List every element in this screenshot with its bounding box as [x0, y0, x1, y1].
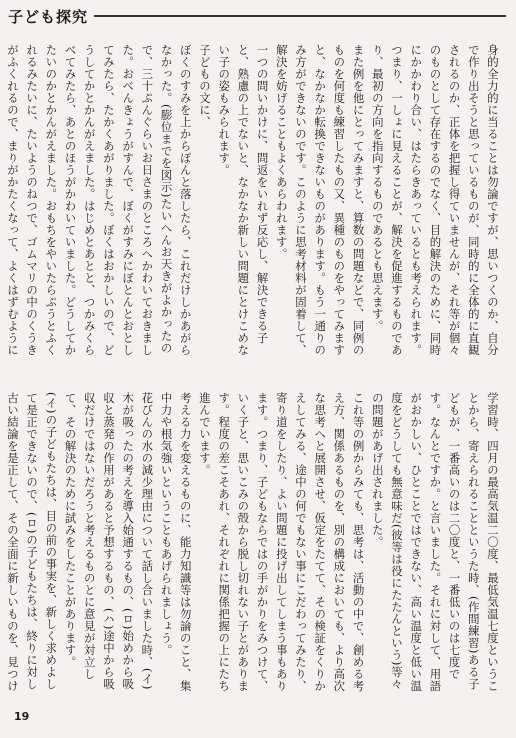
paragraph: 学習時、四月の最高気温二〇度、最低気温七度ということから、寄えられることというた時、(作間練習)ある子どもが、一番高いのは二〇度と、一番低いのは七度です。なんとですか。と言いました。それに対して、用語がおかしい、ひとことではできない、高い温度と低い温度をどうしても無意味だ(彼等は役にたたんという)等々の問題があげ出されました。 [370, 392, 500, 692]
bottom-text-section [5, 392, 502, 700]
paragraph: また例を他にとってみますと、算数の問題などで、同例のものを何度も練習したもの又、異種のものをやってみますと、なかなか転換できないものがあります。もう一通りのみ方ができないのです。このように思考材料が固着して、解決を妨げることもよくあらわれます。 [274, 44, 366, 356]
page-number: 19 [14, 710, 30, 723]
paragraph: (イ)の子どもたちは、目の前の事実を、新しく求めよして是正できないので、(ロ)の子どもたちは、終りに対し古い結論を是正して、その全面に新しいものを、見つけ [5, 392, 59, 692]
paragraph: ぼくのすみを上からぽんと落したら、これだけしかあがらなかった。(膨位までを図示)たいへんお天きがよかったので、三十ぷんぐらいお日さまのところへかわいておきました。おべんきょうがすんで、ぼくがすみにぼとんとおとしてみたら、たかくあがりました。ぼくはおかしいので、どうしてかとかんがえました。はじめとあとと、つかみくらべてみたら、あとのほうがかわいていました。どうしてかたいのかとかんがえました。おもちをやいたらぷうとふくれるみたいに、たいようのねつで、ゴムマリの中のくうきがふくれるので、まりがかたくなって、よくはずむように [5, 44, 193, 356]
paragraph: 花びんの水の減少理由について話し合いました時、(イ)木が吸ったの考えを導入始通するもの、(ロ)始めから吸収と蒸発の作用があると予想するもの、(ハ)途中から吸収だけではないだろうと考えるものとに意見が対立して、その解決のために試みをしたことがあります。 [63, 392, 155, 691]
paragraph: 身的全力的に当ることは勿論ですが、思いつくのか、自分で作り出そうと思っているものが、同時的に全体的に直観されるのか、正体を把握し得ていませんが、それ等が個々のものとして存在するのでなく、目的解決のために、同時にかかわり合い、はたらきあっているとも考えられます。つまり、一しょに見えることが、解決を促進するものであり、最初の方向を指向するものであるとも思えます。 [370, 44, 500, 356]
top-text-section [5, 44, 502, 362]
paragraph: 一つの問いかけに、問返をいれず反応し、解決できる子と、熟慮の上でないと、なかなか新しい問題にとけこめない子の姿もみられます。 [217, 44, 270, 356]
paragraph: これ等の例からみても、思考は、活動の中で、創める考え方、関係あるものを、別の構成においても、より高次な思考へと展開させ、仮定をたてて、その検証をくりかえしてみる、途中の何でもない事にこだわってみたり、寄り道をしたり、よい問題に投げ出してしまう事もあります。つまり、子どもならではの手がかりをみつけて、いく子と、思いこみの殻から脱し切れない子とがあります。程度の差こそあれ、それぞれに関係把握の上にたち進んでいます。 [197, 392, 366, 692]
header-bar [8, 6, 94, 27]
paragraph: 考える力を変えるものに、能力知識等は勿論のこと、集中力や根気強いということもあげられましょう。 [159, 392, 193, 692]
page-header-title: 子ども探究 [8, 6, 94, 27]
paragraph: 子どもの文に、 [197, 44, 212, 128]
